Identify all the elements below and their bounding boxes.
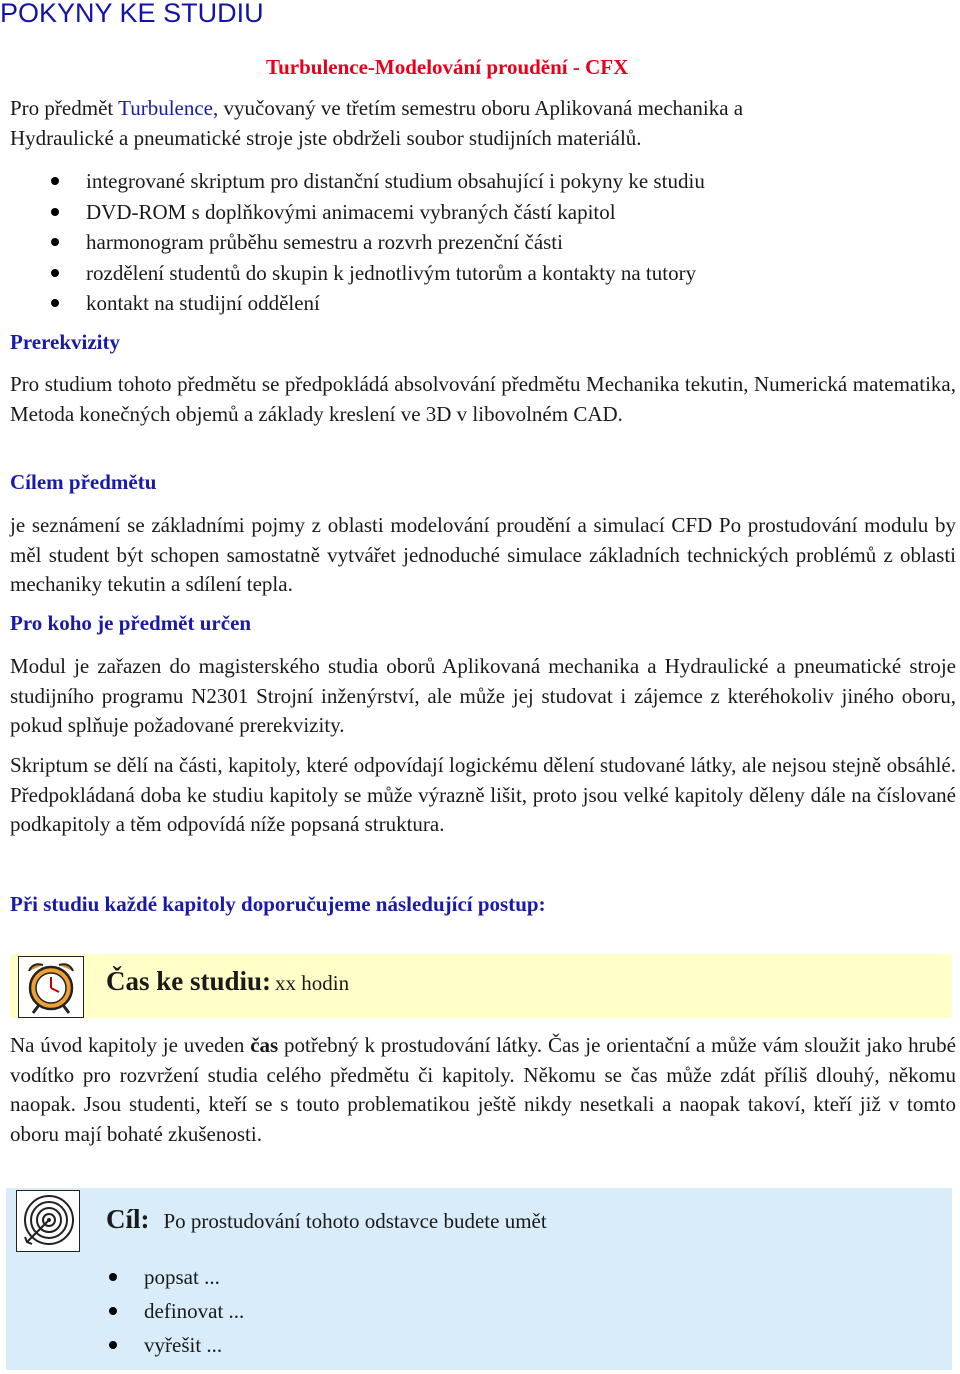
- course-name: Turbulence,: [118, 96, 219, 120]
- bullet-icon: [109, 1273, 117, 1281]
- bullet-icon: [109, 1307, 117, 1315]
- audience-text: Modul je zařazen do magisterského studia oborů Aplikovaná mechanika a Hydraulické a pneumatické stroje studijního programu N2301 Strojní inženýrství, ale může jej studovat i zájemce z kteréhokoliv jiného oboru, pokud splňuje požadované prerekvizity.: [10, 654, 956, 737]
- bullet-icon: [51, 269, 59, 277]
- time-explanation: Na úvod kapitoly je uveden čas potřebný k prostudování látky. Čas je orientační a může vám sloužit jako hrubé vodítko pro rozvržení studia celého předmětu či kapitoly. Někomu se čas může zdát příliš dlouhý, někomu naopak. Jsou studenti, kteří se s touto problematikou ještě nikdy nesetkali a naopak takoví, kteří již v tomto oboru mají bohaté zkušenosti.: [10, 1033, 956, 1146]
- list-item: popsat ...: [144, 1260, 244, 1294]
- list-item: integrované skriptum pro distanční studium obsahující i pokyny ke studiu: [86, 166, 705, 197]
- intro-line2: Hydraulické a pneumatické stroje jste obdrželi soubor studijních materiálů.: [10, 125, 642, 150]
- alarm-clock-icon-graphic: [19, 957, 83, 1017]
- goal-text: je seznámení se základními pojmy z oblasti modelování proudění a simulací CFD Po prostudování modulu by měl student být schopen samostatně vytvářet jednoduché simulace základních technických problémů z oblasti mechaniky tekutin a sdílení tepla.: [10, 513, 956, 596]
- goal-label: Cíl:: [106, 1204, 150, 1234]
- page-title: POKYNY KE STUDIU: [0, 0, 264, 28]
- study-time-label: Čas ke studiu:: [106, 966, 272, 996]
- prerequisites-heading: Prerekvizity: [10, 330, 121, 354]
- intro-paragraph: [10, 94, 956, 153]
- alarm-clock-icon: [18, 956, 84, 1018]
- bullet-icon: [51, 177, 59, 185]
- list-item: DVD-ROM s doplňkovými animacemi vybraných částí kapitol: [86, 197, 705, 228]
- bullet-icon: [51, 208, 59, 216]
- goal-intro: Po prostudování tohoto odstavce budete umět: [163, 1209, 547, 1233]
- list-item: vyřešit ...: [144, 1328, 244, 1362]
- intro-prefix: Pro předmět: [10, 96, 119, 120]
- list-item: harmonogram průběhu semestru a rozvrh prezenční části: [86, 227, 705, 258]
- goal-heading: Cílem předmětu: [10, 470, 157, 494]
- study-time-line: [106, 966, 349, 997]
- target-icon: [16, 1190, 80, 1252]
- target-icon-graphic: [17, 1191, 79, 1251]
- procedure-heading: Při studiu každé kapitoly doporučujeme následující postup:: [10, 892, 546, 916]
- structure-text: Skriptum se dělí na části, kapitoly, které odpovídají logickému dělení studované látky, ale nejsou stejně obsáhlé. Předpokládaná doba ke studiu kapitoly se může výrazně lišit, proto jsou velké kapitoly děleny dále na číslované podkapitoly a těm odpovídá níže popsaná struktura.: [10, 753, 956, 836]
- course-subtitle: Turbulence-Modelování proudění - CFX: [266, 55, 629, 79]
- intro-rest: vyučovaný ve třetím semestru oboru Aplikovaná mechanika a: [218, 96, 744, 120]
- list-item: definovat ...: [144, 1294, 244, 1328]
- materials-list: [86, 166, 705, 319]
- goal-list: [144, 1260, 244, 1362]
- bullet-icon: [109, 1341, 117, 1349]
- bullet-icon: [51, 299, 59, 307]
- study-time-box: [10, 954, 952, 1018]
- audience-heading: Pro koho je předmět určen: [10, 611, 252, 635]
- list-item: kontakt na studijní oddělení: [86, 288, 705, 319]
- goal-line: [106, 1204, 547, 1235]
- study-time-value: xx hodin: [275, 971, 350, 995]
- list-item: rozdělení studentů do skupin k jednotlivým tutorům a kontakty na tutory: [86, 258, 705, 289]
- bullet-icon: [51, 238, 59, 246]
- prerequisites-text: Pro studium tohoto předmětu se předpokládá absolvování předmětu Mechanika tekutin, Numerická matematika, Metoda konečných objemů a základy kreslení ve 3D v libovolném CAD.: [10, 372, 956, 426]
- time-keyword: čas: [250, 1033, 279, 1057]
- goal-box: [6, 1188, 952, 1370]
